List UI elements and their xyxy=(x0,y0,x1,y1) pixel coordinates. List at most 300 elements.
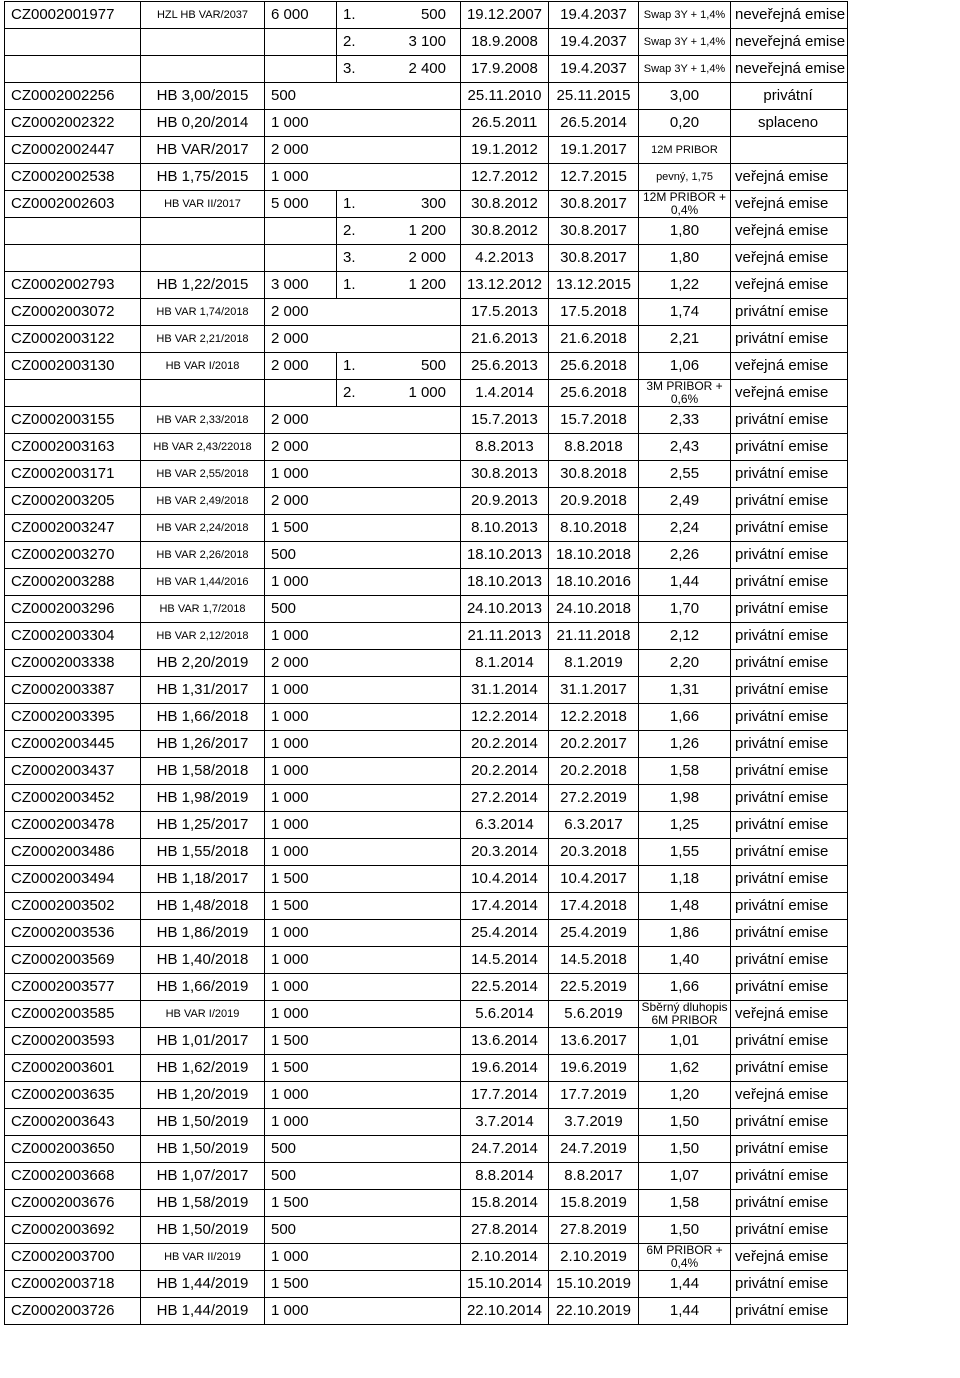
coupon-cell: 1,26 xyxy=(639,731,731,758)
bond-name-cell: HB 1,50/2019 xyxy=(141,1109,265,1136)
issue-type-cell: privátní emise xyxy=(731,434,848,461)
table-row xyxy=(5,920,848,947)
bond-name-cell: HB 1,86/2019 xyxy=(141,920,265,947)
issue-type-cell: privátní emise xyxy=(731,947,848,974)
bond-name-cell xyxy=(141,380,265,407)
issue-date-cell: 13.6.2014 xyxy=(461,1028,549,1055)
isin-cell: CZ0002003650 xyxy=(5,1136,141,1163)
isin-cell: CZ0002003171 xyxy=(5,461,141,488)
volume-cell: 2 000 xyxy=(265,353,337,380)
table-row xyxy=(5,110,848,137)
tranche-volume-cell xyxy=(387,947,461,974)
issue-type-cell: privátní emise xyxy=(731,542,848,569)
bond-name-cell: HB 1,48/2018 xyxy=(141,893,265,920)
coupon-cell: 3,00 xyxy=(639,83,731,110)
coupon-cell: 1,18 xyxy=(639,866,731,893)
issue-date-cell: 3.7.2014 xyxy=(461,1109,549,1136)
maturity-date-cell: 8.1.2019 xyxy=(549,650,639,677)
bond-name-cell: HB 1,22/2015 xyxy=(141,272,265,299)
tranche-volume-cell xyxy=(387,515,461,542)
issue-type-cell: veřejná emise xyxy=(731,164,848,191)
tranche-cell xyxy=(337,83,387,110)
issue-date-cell: 19.12.2007 xyxy=(461,2,549,29)
issue-type-cell: privátní emise xyxy=(731,1163,848,1190)
issue-type-cell: privátní emise xyxy=(731,461,848,488)
issue-date-cell: 8.1.2014 xyxy=(461,650,549,677)
coupon-cell: 1,07 xyxy=(639,1163,731,1190)
bond-name-cell: HB 1,50/2019 xyxy=(141,1136,265,1163)
table-row xyxy=(5,596,848,623)
bond-name-cell: HB VAR 2,21/2018 xyxy=(141,326,265,353)
coupon-cell: 1,01 xyxy=(639,1028,731,1055)
table-row xyxy=(5,1298,848,1325)
tranche-cell xyxy=(337,1109,387,1136)
volume-cell: 1 000 xyxy=(265,1082,337,1109)
isin-cell xyxy=(5,29,141,56)
bond-name-cell: HB 1,44/2019 xyxy=(141,1271,265,1298)
isin-cell: CZ0002003478 xyxy=(5,812,141,839)
maturity-date-cell: 31.1.2017 xyxy=(549,677,639,704)
coupon-cell: 2,20 xyxy=(639,650,731,677)
isin-cell: CZ0002003601 xyxy=(5,1055,141,1082)
isin-cell: CZ0002003593 xyxy=(5,1028,141,1055)
maturity-date-cell: 19.1.2017 xyxy=(549,137,639,164)
coupon-cell: 1,80 xyxy=(639,245,731,272)
isin-cell: CZ0002003676 xyxy=(5,1190,141,1217)
issue-type-cell xyxy=(731,137,848,164)
issue-date-cell: 4.2.2013 xyxy=(461,245,549,272)
table-row xyxy=(5,1190,848,1217)
coupon-cell: 1,66 xyxy=(639,974,731,1001)
table-row xyxy=(5,137,848,164)
tranche-cell xyxy=(337,1298,387,1325)
table-row xyxy=(5,1001,848,1028)
tranche-volume-cell xyxy=(387,1028,461,1055)
table-body xyxy=(5,2,848,1325)
coupon-cell: 3M PRIBOR + 0,6% xyxy=(639,380,731,407)
issue-type-cell: veřejná emise xyxy=(731,245,848,272)
maturity-date-cell: 8.10.2018 xyxy=(549,515,639,542)
coupon-cell: 1,50 xyxy=(639,1109,731,1136)
issue-type-cell: veřejná emise xyxy=(731,191,848,218)
issue-type-cell: privátní emise xyxy=(731,569,848,596)
tranche-cell xyxy=(337,974,387,1001)
issue-date-cell: 15.8.2014 xyxy=(461,1190,549,1217)
tranche-volume-cell: 300 xyxy=(387,191,461,218)
volume-cell: 1 000 xyxy=(265,164,337,191)
maturity-date-cell: 15.7.2018 xyxy=(549,407,639,434)
table-row xyxy=(5,1136,848,1163)
volume-cell xyxy=(265,245,337,272)
table-row xyxy=(5,1163,848,1190)
tranche-cell xyxy=(337,110,387,137)
maturity-date-cell: 15.10.2019 xyxy=(549,1271,639,1298)
tranche-volume-cell xyxy=(387,1244,461,1271)
table-row xyxy=(5,434,848,461)
tranche-volume-cell xyxy=(387,1190,461,1217)
tranche-volume-cell xyxy=(387,596,461,623)
isin-cell: CZ0002002538 xyxy=(5,164,141,191)
maturity-date-cell: 20.9.2018 xyxy=(549,488,639,515)
tranche-cell: 1. xyxy=(337,2,387,29)
coupon-cell: 1,40 xyxy=(639,947,731,974)
table-row xyxy=(5,515,848,542)
table-row xyxy=(5,1217,848,1244)
issue-date-cell: 25.6.2013 xyxy=(461,353,549,380)
volume-cell: 1 500 xyxy=(265,893,337,920)
bond-name-cell: HB 1,18/2017 xyxy=(141,866,265,893)
volume-cell: 500 xyxy=(265,1163,337,1190)
tranche-cell: 1. xyxy=(337,272,387,299)
volume-cell: 1 000 xyxy=(265,1109,337,1136)
tranche-cell xyxy=(337,947,387,974)
maturity-date-cell: 12.7.2015 xyxy=(549,164,639,191)
tranche-volume-cell: 2 000 xyxy=(387,245,461,272)
isin-cell: CZ0002003536 xyxy=(5,920,141,947)
tranche-volume-cell xyxy=(387,1109,461,1136)
coupon-cell: 0,20 xyxy=(639,110,731,137)
volume-cell: 1 500 xyxy=(265,515,337,542)
maturity-date-cell: 18.10.2016 xyxy=(549,569,639,596)
issue-date-cell: 17.5.2013 xyxy=(461,299,549,326)
issue-date-cell: 17.9.2008 xyxy=(461,56,549,83)
coupon-cell: Swap 3Y + 1,4% xyxy=(639,2,731,29)
volume-cell: 1 500 xyxy=(265,866,337,893)
coupon-cell: 2,12 xyxy=(639,623,731,650)
volume-cell: 1 000 xyxy=(265,1298,337,1325)
tranche-volume-cell xyxy=(387,110,461,137)
bond-name-cell: HB 1,44/2019 xyxy=(141,1298,265,1325)
tranche-volume-cell xyxy=(387,1001,461,1028)
table-row xyxy=(5,677,848,704)
volume-cell: 500 xyxy=(265,542,337,569)
isin-cell: CZ0002002256 xyxy=(5,83,141,110)
maturity-date-cell: 19.4.2037 xyxy=(549,29,639,56)
tranche-volume-cell: 500 xyxy=(387,353,461,380)
isin-cell: CZ0002002793 xyxy=(5,272,141,299)
issue-date-cell: 24.10.2013 xyxy=(461,596,549,623)
tranche-cell xyxy=(337,893,387,920)
bond-name-cell: HZL HB VAR/2037 xyxy=(141,2,265,29)
issue-date-cell: 26.5.2011 xyxy=(461,110,549,137)
issue-type-cell: splaceno xyxy=(731,110,848,137)
coupon-cell: 1,44 xyxy=(639,1271,731,1298)
issue-date-cell: 19.6.2014 xyxy=(461,1055,549,1082)
coupon-cell: Swap 3Y + 1,4% xyxy=(639,29,731,56)
issue-type-cell: privátní emise xyxy=(731,704,848,731)
tranche-volume-cell xyxy=(387,623,461,650)
coupon-cell: 1,98 xyxy=(639,785,731,812)
bond-name-cell: HB 3,00/2015 xyxy=(141,83,265,110)
tranche-volume-cell xyxy=(387,1055,461,1082)
issue-type-cell: privátní emise xyxy=(731,731,848,758)
issue-type-cell: privátní emise xyxy=(731,515,848,542)
issue-type-cell: privátní emise xyxy=(731,974,848,1001)
tranche-cell xyxy=(337,569,387,596)
isin-cell: CZ0002003072 xyxy=(5,299,141,326)
isin-cell: CZ0002003494 xyxy=(5,866,141,893)
tranche-volume-cell xyxy=(387,83,461,110)
issue-type-cell: veřejná emise xyxy=(731,1082,848,1109)
tranche-volume-cell xyxy=(387,299,461,326)
maturity-date-cell: 19.6.2019 xyxy=(549,1055,639,1082)
tranche-volume-cell xyxy=(387,1217,461,1244)
bond-name-cell: HB 1,07/2017 xyxy=(141,1163,265,1190)
issue-date-cell: 20.9.2013 xyxy=(461,488,549,515)
coupon-cell: 1,25 xyxy=(639,812,731,839)
isin-cell: CZ0002003726 xyxy=(5,1298,141,1325)
tranche-cell xyxy=(337,1136,387,1163)
tranche-cell xyxy=(337,785,387,812)
coupon-cell: 1,55 xyxy=(639,839,731,866)
volume-cell: 2 000 xyxy=(265,407,337,434)
issue-date-cell: 8.10.2013 xyxy=(461,515,549,542)
coupon-cell: 1,50 xyxy=(639,1136,731,1163)
bond-name-cell xyxy=(141,245,265,272)
isin-cell: CZ0002003452 xyxy=(5,785,141,812)
issue-date-cell: 20.2.2014 xyxy=(461,731,549,758)
issue-type-cell: privátní emise xyxy=(731,785,848,812)
volume-cell: 1 000 xyxy=(265,974,337,1001)
issue-date-cell: 12.2.2014 xyxy=(461,704,549,731)
volume-cell: 1 500 xyxy=(265,1055,337,1082)
volume-cell: 1 000 xyxy=(265,812,337,839)
issue-date-cell: 27.8.2014 xyxy=(461,1217,549,1244)
issue-date-cell: 10.4.2014 xyxy=(461,866,549,893)
issue-date-cell: 13.12.2012 xyxy=(461,272,549,299)
maturity-date-cell: 22.10.2019 xyxy=(549,1298,639,1325)
volume-cell xyxy=(265,380,337,407)
issue-date-cell: 8.8.2014 xyxy=(461,1163,549,1190)
isin-cell: CZ0002003577 xyxy=(5,974,141,1001)
issue-date-cell: 20.2.2014 xyxy=(461,758,549,785)
volume-cell: 5 000 xyxy=(265,191,337,218)
isin-cell: CZ0002003569 xyxy=(5,947,141,974)
maturity-date-cell: 18.10.2018 xyxy=(549,542,639,569)
isin-cell: CZ0002003163 xyxy=(5,434,141,461)
maturity-date-cell: 22.5.2019 xyxy=(549,974,639,1001)
bond-name-cell: HB VAR 1,74/2018 xyxy=(141,299,265,326)
isin-cell: CZ0002003668 xyxy=(5,1163,141,1190)
issue-date-cell: 15.10.2014 xyxy=(461,1271,549,1298)
coupon-cell: Sběrný dluhopis 6M PRIBOR xyxy=(639,1001,731,1028)
bond-name-cell: HB 1,26/2017 xyxy=(141,731,265,758)
bond-name-cell: HB VAR 2,26/2018 xyxy=(141,542,265,569)
coupon-cell: 1,62 xyxy=(639,1055,731,1082)
bond-name-cell: HB 1,66/2019 xyxy=(141,974,265,1001)
volume-cell: 1 000 xyxy=(265,758,337,785)
coupon-cell: 1,86 xyxy=(639,920,731,947)
tranche-volume-cell xyxy=(387,1271,461,1298)
bond-name-cell: HB VAR I/2019 xyxy=(141,1001,265,1028)
tranche-volume-cell xyxy=(387,974,461,1001)
tranche-cell xyxy=(337,137,387,164)
tranche-cell: 2. xyxy=(337,218,387,245)
issue-date-cell: 18.9.2008 xyxy=(461,29,549,56)
issue-date-cell: 25.11.2010 xyxy=(461,83,549,110)
tranche-volume-cell: 1 200 xyxy=(387,272,461,299)
tranche-cell xyxy=(337,434,387,461)
volume-cell xyxy=(265,218,337,245)
isin-cell xyxy=(5,380,141,407)
tranche-cell xyxy=(337,677,387,704)
maturity-date-cell: 30.8.2017 xyxy=(549,191,639,218)
issue-type-cell: veřejná emise xyxy=(731,218,848,245)
maturity-date-cell: 27.2.2019 xyxy=(549,785,639,812)
table-row xyxy=(5,866,848,893)
isin-cell: CZ0002003247 xyxy=(5,515,141,542)
tranche-cell xyxy=(337,839,387,866)
isin-cell: CZ0002003387 xyxy=(5,677,141,704)
volume-cell: 1 000 xyxy=(265,1244,337,1271)
tranche-volume-cell: 500 xyxy=(387,2,461,29)
coupon-cell: 2,55 xyxy=(639,461,731,488)
tranche-volume-cell xyxy=(387,1082,461,1109)
tranche-cell xyxy=(337,596,387,623)
volume-cell: 3 000 xyxy=(265,272,337,299)
coupon-cell: 1,58 xyxy=(639,1190,731,1217)
tranche-volume-cell: 3 100 xyxy=(387,29,461,56)
table-row xyxy=(5,218,848,245)
table-row xyxy=(5,56,848,83)
tranche-volume-cell xyxy=(387,812,461,839)
issue-type-cell: privátní emise xyxy=(731,488,848,515)
maturity-date-cell: 8.8.2018 xyxy=(549,434,639,461)
bond-name-cell: HB 1,01/2017 xyxy=(141,1028,265,1055)
isin-cell: CZ0002001977 xyxy=(5,2,141,29)
coupon-cell: 6M PRIBOR + 0,4% xyxy=(639,1244,731,1271)
isin-cell: CZ0002003130 xyxy=(5,353,141,380)
maturity-date-cell: 24.7.2019 xyxy=(549,1136,639,1163)
volume-cell xyxy=(265,56,337,83)
issue-date-cell: 1.4.2014 xyxy=(461,380,549,407)
volume-cell: 1 500 xyxy=(265,1190,337,1217)
isin-cell: CZ0002003270 xyxy=(5,542,141,569)
maturity-date-cell: 26.5.2014 xyxy=(549,110,639,137)
volume-cell: 1 000 xyxy=(265,461,337,488)
bond-name-cell: HB VAR 2,24/2018 xyxy=(141,515,265,542)
issue-date-cell: 25.4.2014 xyxy=(461,920,549,947)
bond-name-cell: HB VAR 2,33/2018 xyxy=(141,407,265,434)
tranche-volume-cell: 1 000 xyxy=(387,380,461,407)
coupon-cell: 2,49 xyxy=(639,488,731,515)
table-row xyxy=(5,650,848,677)
issue-date-cell: 30.8.2012 xyxy=(461,191,549,218)
coupon-cell: 1,66 xyxy=(639,704,731,731)
issue-date-cell: 18.10.2013 xyxy=(461,542,549,569)
tranche-cell xyxy=(337,812,387,839)
tranche-cell: 1. xyxy=(337,191,387,218)
issue-type-cell: neveřejná emise xyxy=(731,56,848,83)
table-row xyxy=(5,83,848,110)
table-row xyxy=(5,29,848,56)
volume-cell: 1 000 xyxy=(265,785,337,812)
issue-date-cell: 22.5.2014 xyxy=(461,974,549,1001)
bond-name-cell: HB VAR 2,49/2018 xyxy=(141,488,265,515)
tranche-volume-cell xyxy=(387,704,461,731)
coupon-cell: 1,50 xyxy=(639,1217,731,1244)
table-row xyxy=(5,569,848,596)
volume-cell: 1 500 xyxy=(265,1271,337,1298)
table-row xyxy=(5,380,848,407)
tranche-cell xyxy=(337,1055,387,1082)
tranche-volume-cell xyxy=(387,434,461,461)
maturity-date-cell: 21.11.2018 xyxy=(549,623,639,650)
table-row xyxy=(5,2,848,29)
coupon-cell: 1,48 xyxy=(639,893,731,920)
tranche-volume-cell xyxy=(387,785,461,812)
issue-type-cell: privátní emise xyxy=(731,1028,848,1055)
issue-type-cell: veřejná emise xyxy=(731,272,848,299)
tranche-volume-cell xyxy=(387,542,461,569)
bond-name-cell: HB 1,40/2018 xyxy=(141,947,265,974)
table-row xyxy=(5,623,848,650)
volume-cell: 6 000 xyxy=(265,2,337,29)
maturity-date-cell: 25.11.2015 xyxy=(549,83,639,110)
table-row xyxy=(5,164,848,191)
isin-cell: CZ0002003395 xyxy=(5,704,141,731)
issue-type-cell: neveřejná emise xyxy=(731,2,848,29)
bond-name-cell: HB VAR 1,44/2016 xyxy=(141,569,265,596)
tranche-volume-cell xyxy=(387,650,461,677)
issue-date-cell: 27.2.2014 xyxy=(461,785,549,812)
tranche-volume-cell xyxy=(387,893,461,920)
tranche-cell xyxy=(337,623,387,650)
table-row xyxy=(5,947,848,974)
maturity-date-cell: 15.8.2019 xyxy=(549,1190,639,1217)
issue-date-cell: 14.5.2014 xyxy=(461,947,549,974)
tranche-cell: 2. xyxy=(337,380,387,407)
tranche-cell xyxy=(337,1244,387,1271)
isin-cell: CZ0002003635 xyxy=(5,1082,141,1109)
table-row xyxy=(5,974,848,1001)
tranche-cell xyxy=(337,1001,387,1028)
bond-name-cell: HB 1,31/2017 xyxy=(141,677,265,704)
issue-date-cell: 30.8.2013 xyxy=(461,461,549,488)
table-row xyxy=(5,839,848,866)
maturity-date-cell: 20.2.2018 xyxy=(549,758,639,785)
maturity-date-cell: 19.4.2037 xyxy=(549,56,639,83)
issue-type-cell: veřejná emise xyxy=(731,1001,848,1028)
bond-issues-table xyxy=(4,1,848,1325)
bond-name-cell: HB VAR I/2018 xyxy=(141,353,265,380)
maturity-date-cell: 20.3.2018 xyxy=(549,839,639,866)
tranche-cell xyxy=(337,542,387,569)
table-row xyxy=(5,758,848,785)
volume-cell: 500 xyxy=(265,596,337,623)
volume-cell: 1 000 xyxy=(265,731,337,758)
tranche-volume-cell xyxy=(387,461,461,488)
bond-name-cell: HB VAR 1,7/2018 xyxy=(141,596,265,623)
volume-cell: 1 000 xyxy=(265,677,337,704)
bond-name-cell: HB 1,20/2019 xyxy=(141,1082,265,1109)
maturity-date-cell: 10.4.2017 xyxy=(549,866,639,893)
maturity-date-cell: 21.6.2018 xyxy=(549,326,639,353)
issue-type-cell: privátní emise xyxy=(731,1217,848,1244)
maturity-date-cell: 12.2.2018 xyxy=(549,704,639,731)
volume-cell: 1 500 xyxy=(265,1028,337,1055)
bond-name-cell: HB 1,25/2017 xyxy=(141,812,265,839)
isin-cell: CZ0002003296 xyxy=(5,596,141,623)
issue-type-cell: privátní emise xyxy=(731,1136,848,1163)
coupon-cell: pevný, 1,75 xyxy=(639,164,731,191)
isin-cell xyxy=(5,218,141,245)
table-row xyxy=(5,353,848,380)
tranche-cell xyxy=(337,164,387,191)
coupon-cell: 1,74 xyxy=(639,299,731,326)
table-row xyxy=(5,893,848,920)
isin-cell: CZ0002003718 xyxy=(5,1271,141,1298)
